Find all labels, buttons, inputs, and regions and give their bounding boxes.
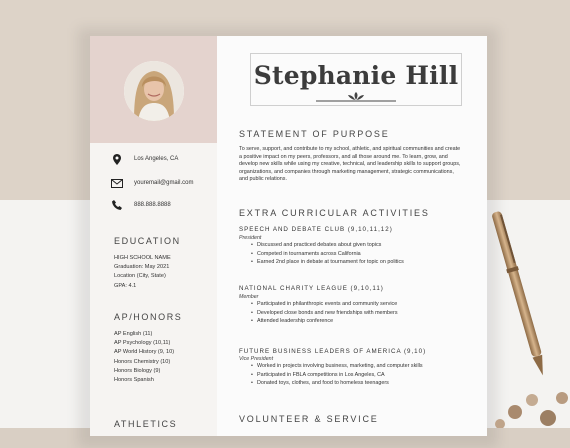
contact-phone [110, 198, 171, 212]
resume-sheet [90, 36, 487, 436]
extracurricular-heading: EXTRA CURRICULAR ACTIVITIES [239, 208, 430, 218]
contact-email [110, 176, 193, 190]
email-text[interactable]: youremail@gmail.com [134, 180, 194, 186]
education-heading: EDUCATION [114, 236, 181, 246]
education-line: Graduation: May 2021 [114, 264, 170, 271]
education-list [114, 254, 171, 291]
ap-honors-line: AP World History (9, 10) [114, 349, 175, 356]
education-line: Location (City, State) [114, 273, 166, 280]
activity-bullets [251, 362, 423, 388]
ap-honors-line: AP Psychology (10,11) [114, 340, 171, 347]
location-text: Los Angeles, CA [134, 156, 179, 162]
activity-bullet: • Competed in tournaments across California [251, 250, 404, 259]
education-line: HIGH SCHOOL NAME [114, 255, 171, 261]
activity-bullet: • Attended leadership conference [251, 317, 398, 326]
activity-org: SPEECH AND DEBATE CLUB (9,10,11,12) [239, 226, 393, 233]
ap-honors-line: Honors Spanish [114, 377, 154, 384]
location-pin-icon [110, 153, 124, 165]
volunteer-heading: VOLUNTEER & SERVICE [239, 414, 379, 424]
activity-bullet: • Participated in FBLA competitions in Los Angeles, CA [251, 371, 423, 380]
activity-role: President [239, 235, 262, 241]
activity-bullet: • Developed close bonds and new friendships with members [251, 309, 398, 318]
phone-text: 888.888.8888 [134, 202, 171, 208]
profile-photo [124, 61, 184, 121]
athletics-heading: ATHLETICS [114, 419, 178, 429]
activity-bullet: • Earned 2nd place in debate at tournament for topic on politics [251, 258, 404, 267]
activity-bullet: • Participated in philanthropic events and community service [251, 300, 398, 309]
statement-text: To serve, support, and contribute to my school, athletic, and spiritual communities and create a positive impact on my peers, professors, and all those around me. To learn, grow, and develop new skills while using my creative, technical, and leadership skills to support groups, organizations, and companies through marketing management, strategic communications, and public relations. [239, 146, 461, 183]
activity-role: Member [239, 294, 259, 300]
activity-bullet: • Worked in projects involving business, marketing, and computer skills [251, 362, 423, 371]
activity-bullets [251, 300, 398, 326]
resume-name: Stephanie Hill [253, 61, 459, 90]
contact-location [110, 152, 178, 166]
ap-honors-line: Honors Biology (9) [114, 367, 161, 374]
activity-bullet: • Donated toys, clothes, and food to homeless teenagers [251, 379, 423, 388]
statement-heading: STATEMENT OF PURPOSE [239, 129, 390, 139]
activity-role: Vice President [239, 356, 274, 362]
ap-honors-line: Honors Chemistry (10) [114, 358, 171, 365]
ap-honors-line: AP English (11) [114, 331, 153, 337]
activity-org: NATIONAL CHARITY LEAGUE (9,10,11) [239, 285, 384, 292]
ap-honors-list [114, 330, 174, 385]
name-header-box [250, 53, 462, 106]
phone-icon [110, 199, 124, 211]
ap-honors-heading: AP/HONORS [114, 312, 183, 322]
activity-bullet: • Discussed and practiced debates about given topics [251, 241, 404, 250]
flourish-ornament-icon [316, 91, 396, 103]
education-line: GPA: 4.1 [114, 282, 137, 289]
activity-bullets [251, 241, 404, 267]
activity-org: FUTURE BUSINESS LEADERS OF AMERICA (9,10) [239, 348, 427, 355]
mail-icon [110, 177, 124, 189]
